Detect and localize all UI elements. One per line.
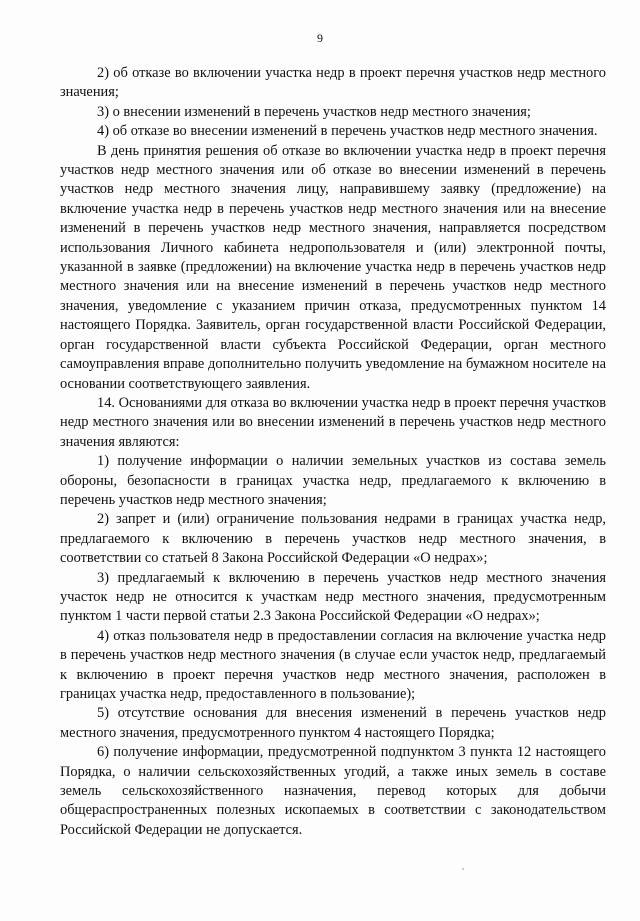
paragraph-ground-1-defense-lands: 1) получение информации о наличии земельных участков из состава земель обороны, безопасности в границах участка недр, предлагаемого к включению в перечень участков недр местного значения;: [60, 453, 606, 508]
page-number: 9: [317, 31, 323, 45]
paragraph-item-3-changes: 3) о внесении изменений в перечень участков недр местного значения;: [97, 103, 531, 120]
paragraph-ground-3-not-local: 3) предлагаемый к включению в перечень участков недр местного значения участок недр не относится к участкам недр местного значения, предусмотренным пунктом 1 части первой статьи 2.3 Закона Российской Федерации «О недрах»;: [60, 569, 606, 625]
paragraph-section-14-grounds: 14. Основаниями для отказа во включении участка недр в проект перечня участков недр местного значения или во внесении изменений в перечень участков недр местного значения являются:: [60, 394, 606, 450]
paragraph-item-4-refusal-changes: 4) об отказе во внесении изменений в перечень участков недр местного значения.: [97, 123, 598, 140]
paragraph-ground-4-user-refusal: 4) отказ пользователя недр в предоставлении согласия на включение участка недр в перечень участков недр местного значения (в случае если участок недр, предлагаемый к включению в проект перечня участков недр местного значения, расположен в границах участка недр, предоставленного в пользование);: [60, 627, 606, 702]
document-body: [60, 64, 606, 840]
paragraph-notification-procedure: В день принятия решения об отказе во включении участка недр в проект перечня участков недр местного значения или об отказе во внесении изменений в перечень участков недр местного значения лицу, направившему заявку (предложение) на включение участка недр в перечень участков недр местного значения или на внесение изменений в перечень участков недр местного значения, направляется посредством использования Личного кабинета недропользователя и (или) электронной почты, указанной в заявке (предложении) на включение участка недр в перечень участков недр местного значения или на внесение изменений в перечень участков недр местного значения, уведомление с указанием причин отказа, предусмотренных пунктом 14 настоящего Порядка. Заявитель, орган государственной власти Российской Федерации, орган государственной власти субъекта Российской Федерации, орган местного самоуправления вправе дополнительно получить уведомление на бумажном носителе на основании соответствующего заявления.: [60, 142, 606, 392]
paragraph-ground-6-agricultural-lands: 6) получение информации, предусмотренной подпунктом 3 пункта 12 настоящего Порядка, о наличии сельскохозяйственных угодий, а также иных земель в составе земель сельскохозяйственного назначения, перевод которых для добычи общераспространенных полезных ископаемых в соответствии с законодательством Российской Федерации не допускается.: [60, 744, 606, 838]
paragraph-item-2-refusal-inclusion: 2) об отказе во включении участка недр в проект перечня участков недр местного значения;: [60, 65, 606, 101]
paragraph-ground-2-restriction: 2) запрет и (или) ограничение пользования недрами в границах участка недр, предлагаемого к включению в перечень участков недр местного значения, в соответствии со статьей 8 Закона Российской Федерации «О недрах»;: [60, 511, 606, 567]
paragraph-ground-5-no-basis: 5) отсутствие основания для внесения изменений в перечень участков недр местного значения, предусмотренного пунктом 4 настоящего Порядка;: [60, 705, 606, 741]
scan-speck: [462, 868, 464, 870]
